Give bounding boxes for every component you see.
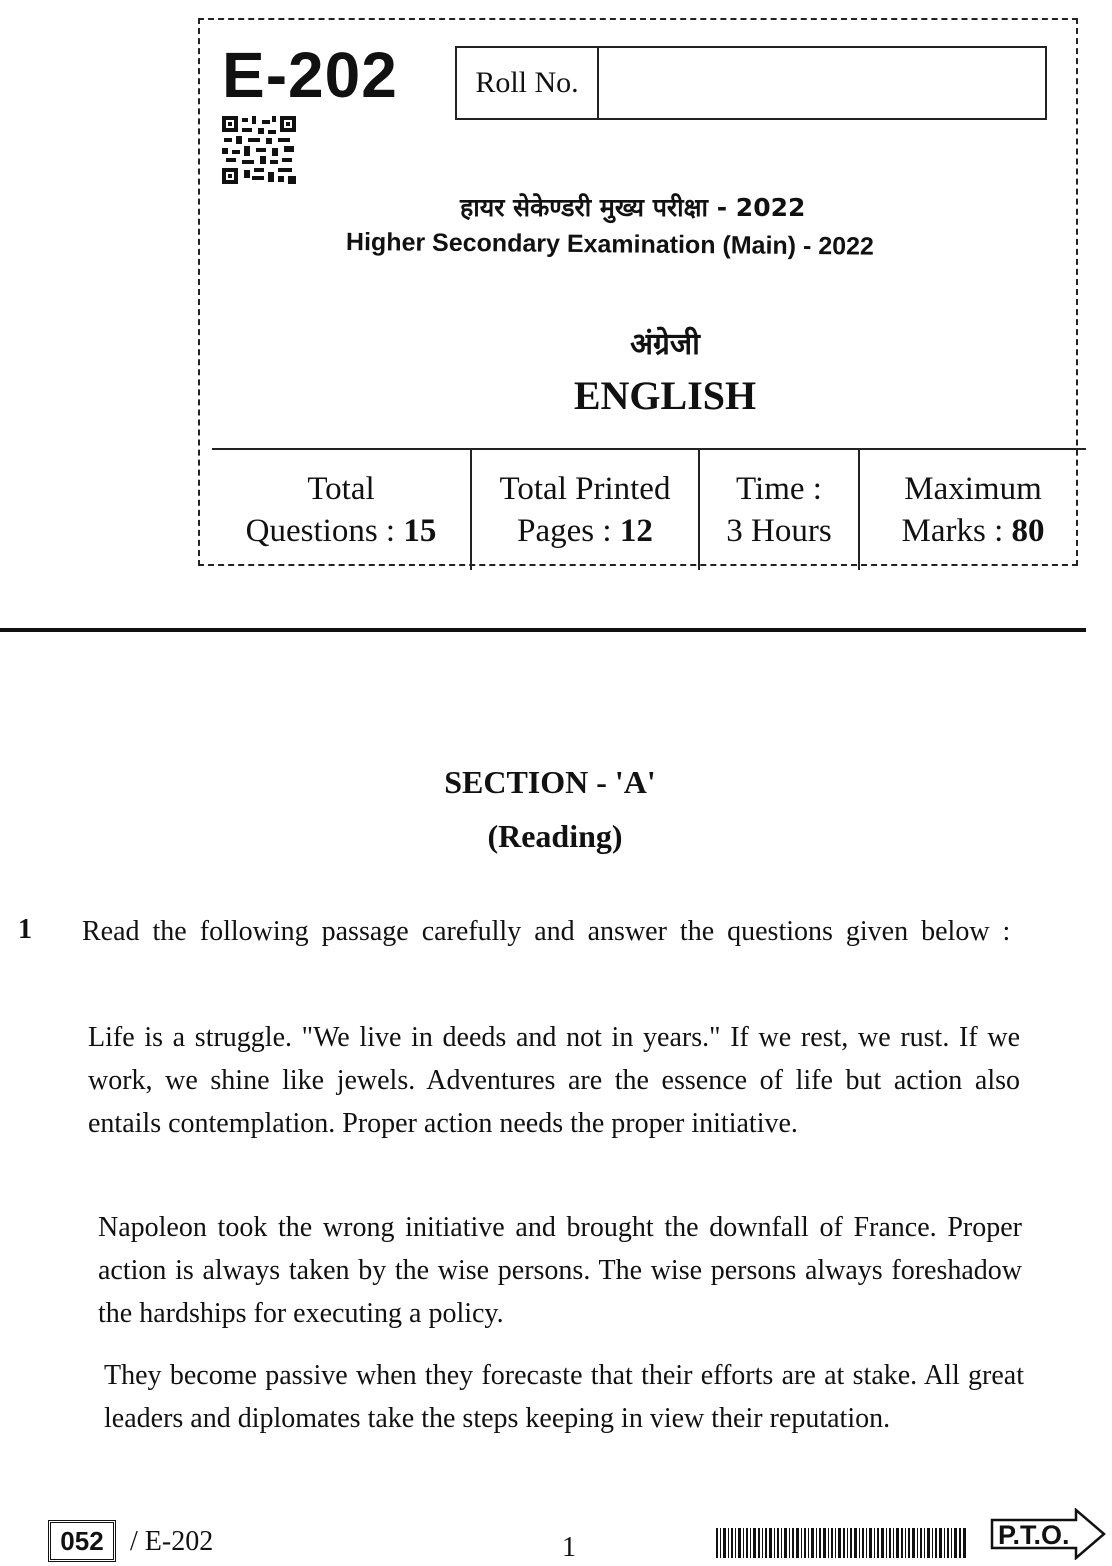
page-number: 1 — [562, 1532, 576, 1563]
question-number: 1 — [18, 914, 32, 945]
total-questions-label: Total — [307, 471, 375, 507]
exam-info-row — [212, 448, 1086, 570]
max-marks-label-2: Marks : — [901, 513, 1012, 549]
passage-paragraph: Napoleon took the wrong initiative and brought the downfall of France. Proper action is always taken by the wise persons. The wise persons always foreshadow the hardships for executing a policy. — [98, 1212, 1022, 1329]
total-questions-value: 15 — [403, 513, 437, 549]
footer-code: 052 — [48, 1520, 116, 1562]
footer-paper-code: / E-202 — [130, 1526, 214, 1557]
time-cell — [700, 450, 860, 570]
paper-code: E-202 — [222, 39, 398, 111]
total-questions-label-2: Questions : — [245, 513, 404, 549]
roll-number-label: Roll No. — [457, 48, 599, 118]
barcode-icon — [716, 1528, 966, 1558]
total-pages-label-2: Pages : — [517, 513, 620, 549]
time-value: 3 Hours — [726, 513, 832, 549]
passage-paragraph: They become passive when they forecaste that their efforts are at stake. All great leaders and diplomates take the steps keeping in view their reputation. — [104, 1360, 1024, 1434]
qr-code-icon — [222, 116, 296, 184]
roll-number-box[interactable] — [455, 46, 1047, 120]
total-pages-value: 12 — [619, 513, 653, 549]
max-marks-cell — [860, 450, 1086, 570]
total-pages-label: Total Printed — [499, 471, 671, 507]
subject-hindi: अंग्रेजी — [630, 327, 700, 362]
time-label: Time : — [736, 471, 822, 507]
roll-number-field[interactable] — [599, 48, 1045, 118]
divider-rule — [0, 628, 1086, 632]
passage-paragraph: Life is a struggle. "We live in deeds and not in years." If we rest, we rust. If we work, we shine like jewels. Adventures are the essence of life but action also entails contemplation. Proper action needs the proper initiative. — [88, 1022, 1020, 1139]
max-marks-value: 80 — [1011, 513, 1045, 549]
total-pages-cell — [472, 450, 700, 570]
exam-title-hindi: हायर सेकेण्डरी मुख्य परीक्षा - 2022 — [460, 193, 806, 222]
total-questions-cell — [212, 450, 472, 570]
max-marks-label: Maximum — [904, 471, 1042, 507]
pto-label: P.T.O. — [998, 1520, 1070, 1550]
exam-title-english: Higher Secondary Examination (Main) - 2022 — [345, 228, 875, 261]
subject-english: ENGLISH — [573, 373, 757, 418]
question-prompt: Read the following passage carefully and answer the questions given below : — [82, 916, 1011, 947]
section-title: SECTION - 'A' — [444, 764, 656, 800]
section-subtitle: (Reading) — [487, 818, 623, 854]
